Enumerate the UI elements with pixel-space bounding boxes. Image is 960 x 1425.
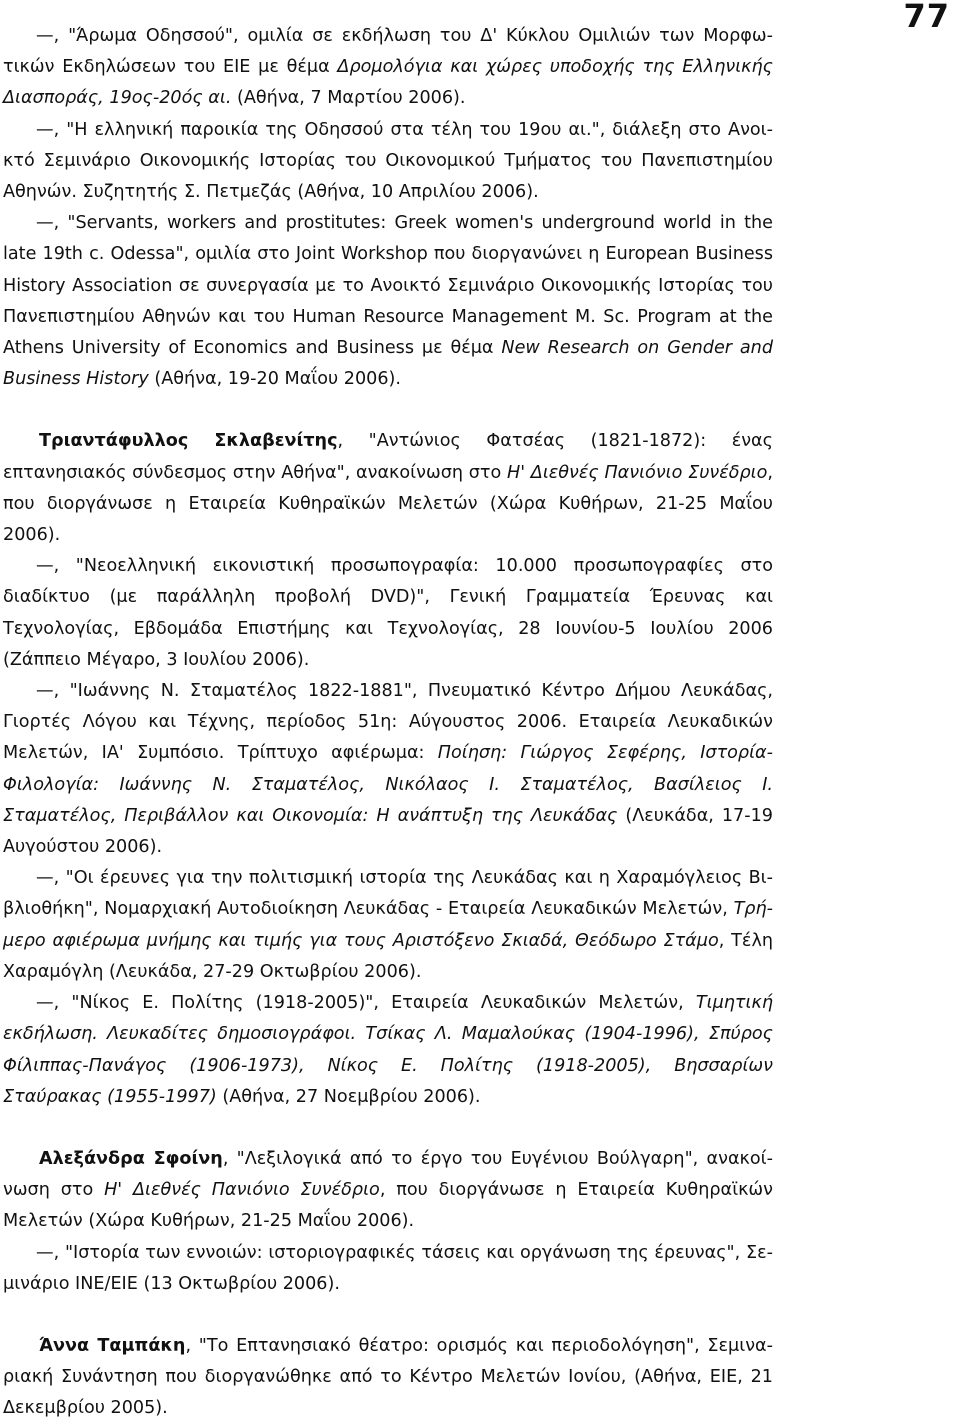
bibliography-item xyxy=(3,115,773,209)
text-run: , "Το Επτανησιακό θέατρο: ορισμός και περιοδολόγηση", Σεμιναριακή Συνάντηση που διοργανώθηκε από το Κέντρο Μελετών Ιονίου, (Αθήνα, ΕΙΕ, 21 Δεκεμβρίου 2005). xyxy=(3,1335,773,1419)
text-run: —, "Νεοελληνική εικονιστική προσωπογραφία: 10.000 προσωπογραφίες στο διαδίκτυο (με παράλληλη προβολή DVD)", Γενική Γραμματεία Έρευνας και Τεχνολογίας, Εβδομάδα Επιστήμης και Τεχνολογίας, 28 Ιουνίου-5 Ιουλίου 2006 (Ζάππειο Μέγαρο, 3 Ιουλίου 2006). xyxy=(3,556,773,670)
text-run: —, "Servants, workers and prostitutes: Greek women's underground world in the late 19th c. Odessa", ομιλία στο Joint Workshop που διοργανώνει η European Business History Association σε συνεργασία με το Ανοικτό Σεμινάριο Οικονομικής Ιστορίας του Πανεπιστημίου Αθηνών και του Human Resource Management M. Sc. Program at the Athens University of Economics and Business με θέμα xyxy=(3,213,773,359)
bibliography-item xyxy=(3,426,773,551)
text-run: —, "Η ελληνική παροικία της Οδησσού στα τέλη του 19ου αι.", διάλεξη στο Ανοικτό Σεμινάριο Οικονομικής Ιστορίας του Οικονομικού Τμήματος του Πανεπιστημίου Αθηνών. Συζητητής Σ. Πετμεζάς (Αθήνα, 10 Απριλίου 2006). xyxy=(3,119,773,203)
page-number: 77 xyxy=(903,0,950,35)
entry-spacer xyxy=(3,395,773,426)
italic-title: Ποίηση: Γιώργος Σεφέρης, Ιστορία-Φιλολογία: Ιωάννης Ν. Σταματέλος, Νικόλαος Ι. Σταματέλος, Βασίλειος Ι. Σταματέλος, Περιβάλλον και Οικονομία: Η ανάπτυξη της Λευκάδας xyxy=(3,743,773,826)
text-run: , που διοργάνωσε η Εταιρεία Κυθηραϊκών Μελετών (Χώρα Κυθήρων, 21-25 Μαΐου 2006). xyxy=(3,462,773,546)
bibliography-item xyxy=(3,1238,773,1300)
text-run: (Λευκάδα, 17-19 Αυγούστου 2006). xyxy=(3,805,773,858)
text-run: —, "Ιωάννης Ν. Σταματέλος 1822-1881", Πνευματικό Κέντρο Δήμου Λευκάδας, Γιορτές Λόγου και Τέχνης, περίοδος 51η: Αύγουστος 2006. Εταιρεία Λευκαδικών Μελετών, ΙΑ' Συμπόσιο. Τρίπτυχο αφιέρωμα: xyxy=(3,681,773,764)
text-run: (Αθήνα, 7 Μαρτίου 2006). xyxy=(231,88,466,109)
bibliography-item xyxy=(3,21,773,115)
text-run: , "Αντώνιος Φατσέας (1821-1872): ένας επτανησιακός σύνδεσμος στην Αθήνα", ανακοίνωση στο xyxy=(3,431,773,483)
author-name: Άννα Ταμπάκη xyxy=(39,1335,186,1356)
text-run: —, "Νίκος Ε. Πολίτης (1918-2005)", Εταιρεία Λευκαδικών Μελετών, xyxy=(36,993,696,1014)
text-run: , "Λεξιλογικά από το έργο του Ευγένιου Βούλγαρη", ανακοίνωση στο xyxy=(3,1148,773,1201)
bibliography-item xyxy=(3,1144,773,1238)
document-body xyxy=(3,21,773,1425)
text-run: , που διοργάνωσε η Εταιρεία Κυθηραϊκών Μελετών (Χώρα Κυθήρων, 21-25 Μαΐου 2006). xyxy=(3,1180,773,1232)
italic-title: Η' Διεθνές Πανιόνιο Συνέδριο xyxy=(104,1180,380,1201)
bibliography-item xyxy=(3,208,773,395)
bibliography-item xyxy=(3,551,773,676)
text-run: —, "Οι έρευνες για την πολιτισμική ιστορία της Λευκάδας και η Χαραμόγλειος Βιβλιοθήκη", Νομαρχιακή Αυτοδιοίκηση Λευκάδας - Εταιρεία Λευκαδικών Μελετών, xyxy=(3,868,773,920)
text-run: —, "Άρωμα Οδησσού", ομιλία σε εκδήλωση του Δ' Κύκλου Ομιλιών των Μορφωτικών Εκδηλώσεων του ΕΙΕ με θέμα xyxy=(3,26,773,78)
italic-title: Τιμητική εκδήλωση. Λευκαδίτες δημοσιογράφοι. Τσίκας Λ. Μαμαλούκας (1904-1996), Σπύρος Φίλιππας-Πανάγος (1906-1973), Νίκος Ε. Πολίτης (1918-2005), Βησσαρίων Σταύρακας (1955-1997) xyxy=(3,993,773,1107)
bibliography-item xyxy=(3,676,773,863)
italic-title: Δρομολόγια και χώρες υποδοχής της Ελληνικής Διασποράς, 19ος-20ός αι. xyxy=(3,57,773,109)
author-entry xyxy=(3,1144,773,1300)
text-run: , Τέλη Χαραμόγλη (Λευκάδα, 27-29 Οκτωβρίου 2006). xyxy=(3,930,774,982)
author-name: Αλεξάνδρα Σφοίνη xyxy=(39,1148,223,1169)
author-entry xyxy=(3,21,773,395)
text-run: (Αθήνα, 27 Νοεμβρίου 2006). xyxy=(216,1086,481,1107)
author-entry xyxy=(3,1331,773,1425)
bibliography-item xyxy=(3,988,773,1113)
author-name: Τριαντάφυλλος Σκλαβενίτης xyxy=(39,431,338,452)
bibliography-item xyxy=(3,1331,773,1425)
entry-spacer xyxy=(3,1300,773,1331)
entry-spacer xyxy=(3,1113,773,1144)
italic-title: Η' Διεθνές Πανιόνιο Συνέδριο xyxy=(506,462,768,483)
author-entry xyxy=(3,426,773,1112)
italic-title: Τρήμερο αφιέρωμα μνήμης και τιμής για τους Αριστόξενο Σκιαδά, Θεόδωρο Στάμο xyxy=(3,899,773,951)
text-run: (Αθήνα, 19-20 Μαΐου 2006). xyxy=(148,369,402,390)
text-run: —, "Ιστορία των εννοιών: ιστοριογραφικές τάσεις και οργάνωση της έρευνας", Σεμινάριο ΙΝΕ/ΕΙΕ (13 Οκτωβρίου 2006). xyxy=(3,1242,773,1294)
italic-title: New Research on Gender and Business History xyxy=(3,338,773,390)
bibliography-item xyxy=(3,863,773,988)
